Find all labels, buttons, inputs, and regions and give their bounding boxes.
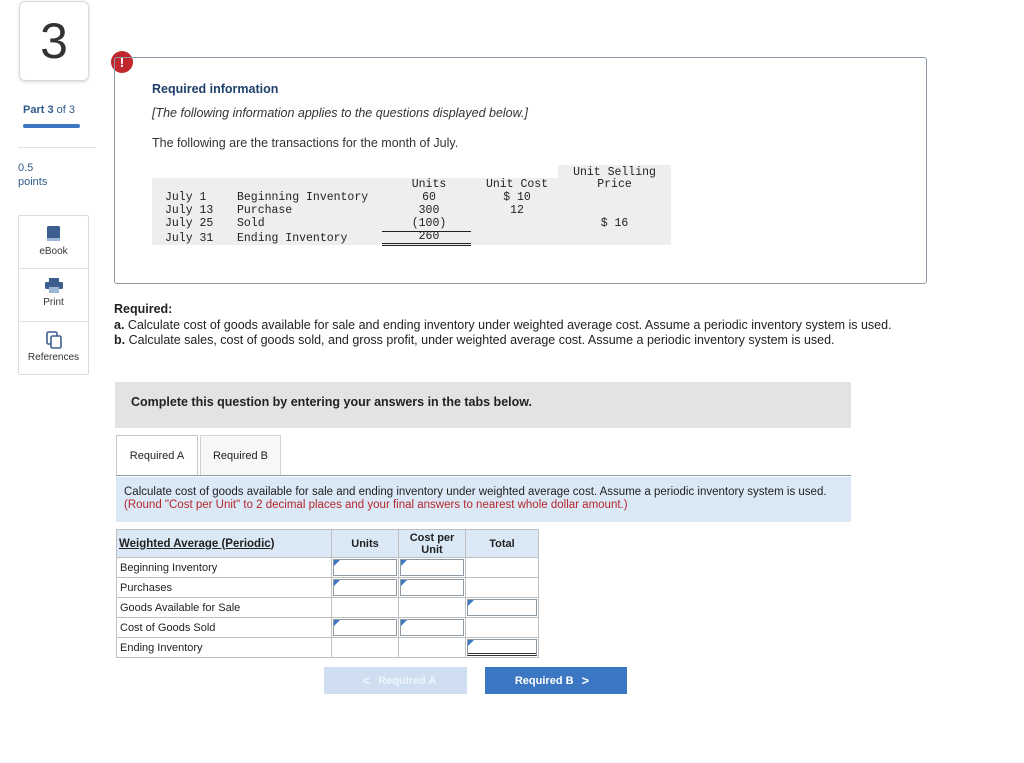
print-label: Print <box>43 297 64 308</box>
row-date: July 13 <box>165 204 214 217</box>
printer-icon <box>45 278 63 294</box>
header-selling-price-1: Unit Selling <box>573 166 656 179</box>
tab-required-b[interactable]: Required B <box>200 435 281 476</box>
points-value: 0.5 <box>18 162 34 174</box>
required-b: b. Calculate sales, cost of goods sold, and gross profit, under weighted average cost. Assume a periodic inventory system is used. <box>114 333 835 347</box>
available-cost-cell <box>399 598 466 618</box>
tab-underline <box>116 475 851 476</box>
documents-icon <box>46 331 62 349</box>
alert-icon: ! <box>111 51 133 73</box>
table-row <box>117 578 539 598</box>
row-price: $ 16 <box>600 217 629 230</box>
input-flag-icon <box>334 580 340 586</box>
header-selling-price-2: Price <box>597 178 632 191</box>
row-desc: Beginning Inventory <box>237 191 369 204</box>
tools-panel <box>18 215 89 375</box>
ending-units-cell <box>332 638 399 658</box>
transactions-table <box>152 165 671 245</box>
required-a: a. Calculate cost of goods available for sale and ending inventory under weighted average cost. Assume a periodic inventory system is used. <box>114 317 892 332</box>
row-units: 300 <box>418 204 440 217</box>
row-label: Cost of Goods Sold <box>117 618 332 638</box>
input-flag-icon <box>401 580 407 586</box>
required-heading: Required: <box>114 302 173 316</box>
row-cost: 12 <box>510 204 524 217</box>
ebook-button[interactable] <box>19 216 88 269</box>
row-units: 260 <box>418 230 440 243</box>
book-icon <box>46 225 62 243</box>
points-display <box>18 161 47 189</box>
chevron-left-icon: < <box>362 673 371 688</box>
part-of: of 3 <box>56 104 76 116</box>
prev-label: Required A <box>378 674 437 687</box>
points-label: points <box>18 176 48 188</box>
row-desc: Purchase <box>237 204 293 217</box>
beginning-total-cell <box>466 558 539 578</box>
col-cost-per-unit: Cost per Unit <box>399 530 466 558</box>
purchases-total-cell <box>466 578 539 598</box>
input-flag-icon <box>468 640 474 646</box>
beginning-cost-input[interactable] <box>399 558 466 578</box>
chevron-right-icon: > <box>581 673 590 688</box>
row-date: July 25 <box>165 217 214 230</box>
row-label: Beginning Inventory <box>117 558 332 578</box>
references-label: References <box>27 352 80 363</box>
table-row <box>117 558 539 578</box>
row-cost: $ 10 <box>503 191 531 204</box>
col-units: Units <box>332 530 399 558</box>
row-label: Goods Available for Sale <box>117 598 332 618</box>
header-units: Units <box>411 178 447 191</box>
row-units: 60 <box>422 191 436 204</box>
input-flag-icon <box>334 620 340 626</box>
cogs-cost-input[interactable] <box>399 618 466 638</box>
header-unit-cost: Unit Cost <box>485 178 549 191</box>
input-flag-icon <box>401 560 407 566</box>
print-button[interactable] <box>19 269 88 322</box>
info-title: Required information <box>152 82 279 96</box>
purchases-cost-input[interactable] <box>399 578 466 598</box>
total-underline-2 <box>382 245 471 246</box>
ending-total-input[interactable] <box>466 638 539 658</box>
instructions-note: (Round "Cost per Unit" to 2 decimal places and your final answers to nearest whole dollar amount.) <box>124 499 628 511</box>
ebook-label: eBook <box>39 246 68 257</box>
col-total: Total <box>466 530 539 558</box>
prev-required-a-button[interactable] <box>324 667 467 694</box>
instructions <box>116 477 851 522</box>
purchases-units-input[interactable] <box>332 578 399 598</box>
part-indicator <box>23 104 75 116</box>
row-label: Purchases <box>117 578 332 598</box>
input-flag-icon <box>401 620 407 626</box>
tab-required-a[interactable]: Required A <box>116 435 198 476</box>
row-units: (100) <box>411 217 447 230</box>
total-underline-1 <box>382 243 471 244</box>
cogs-total-cell <box>466 618 539 638</box>
beginning-units-input[interactable] <box>332 558 399 578</box>
answer-table-title: Weighted Average (Periodic) <box>117 530 332 558</box>
required-section <box>114 302 924 349</box>
references-button[interactable] <box>19 322 88 375</box>
part-label: Part 3 <box>23 104 54 116</box>
table-row <box>117 638 539 658</box>
info-note: [The following information applies to the questions displayed below.] <box>152 106 528 120</box>
required-information-box <box>114 57 927 284</box>
available-total-input[interactable] <box>466 598 539 618</box>
row-desc: Sold <box>237 217 265 230</box>
row-date: July 31 <box>165 232 214 245</box>
table-row <box>117 598 539 618</box>
row-desc: Ending Inventory <box>237 232 348 245</box>
input-flag-icon <box>334 560 340 566</box>
cogs-units-input[interactable] <box>332 618 399 638</box>
next-label: Required B <box>514 674 574 687</box>
answer-table <box>116 529 539 658</box>
question-number: 3 <box>19 1 89 81</box>
next-required-b-button[interactable] <box>485 667 627 694</box>
row-label: Ending Inventory <box>117 638 332 658</box>
available-units-cell <box>332 598 399 618</box>
complete-banner: Complete this question by entering your answers in the tabs below. <box>115 382 851 428</box>
ending-cost-cell <box>399 638 466 658</box>
info-intro: The following are the transactions for the month of July. <box>152 136 459 150</box>
table-row <box>117 618 539 638</box>
row-date: July 1 <box>165 191 207 204</box>
part-progress-bar <box>23 124 80 128</box>
sidebar-divider <box>18 147 96 148</box>
input-flag-icon <box>468 600 474 606</box>
instructions-text: Calculate cost of goods available for sale and ending inventory under weighted average cost. Assume a periodic inventory system is used. <box>124 486 827 498</box>
